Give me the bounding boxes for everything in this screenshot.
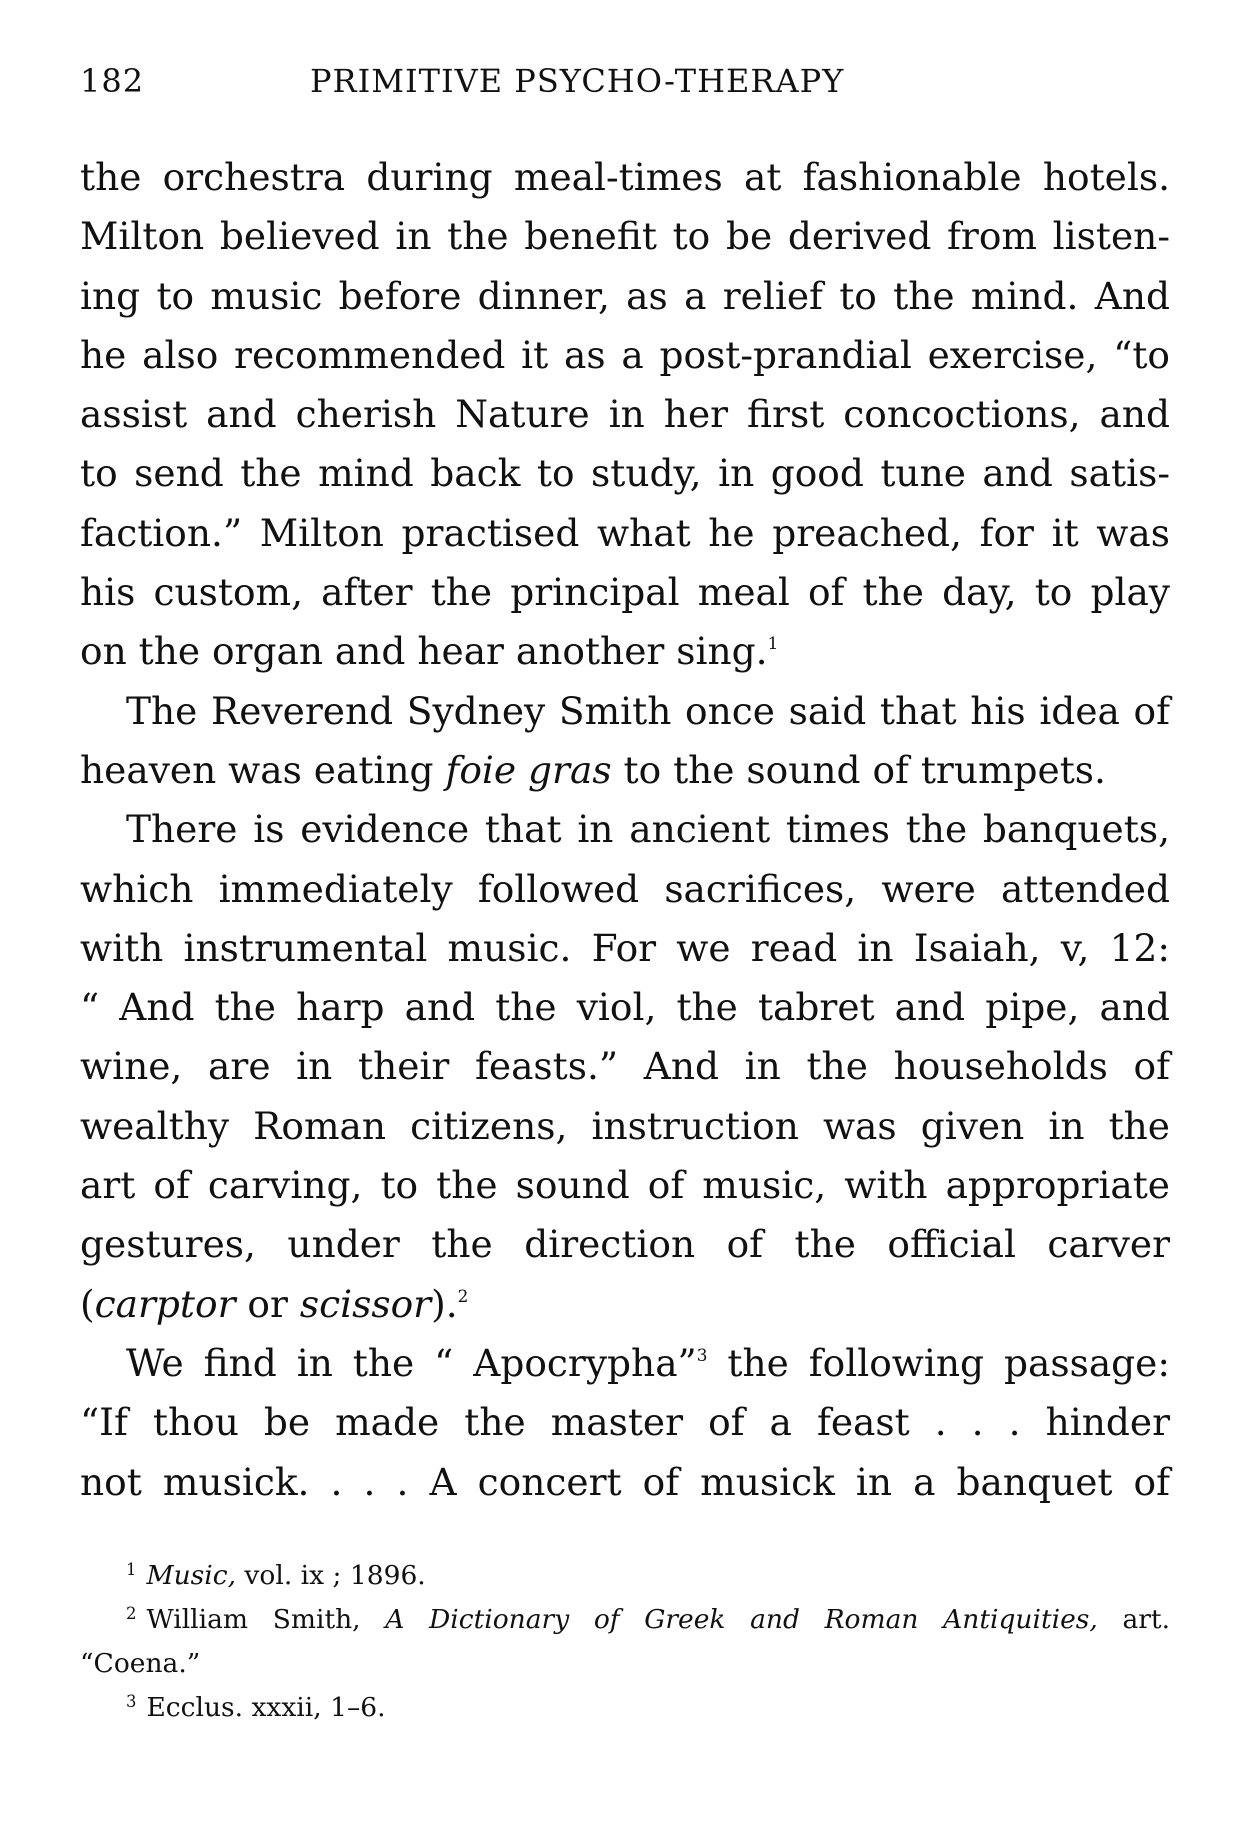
- paragraph-1: [80, 148, 1170, 682]
- italic-phrase: scissor: [299, 1281, 432, 1326]
- italic-phrase: A Dictionary of Greek and Roman Antiquities,: [385, 1603, 1098, 1635]
- text-line: assist and cherish Nature in her first concoctions, and: [80, 392, 1170, 437]
- page-content: [80, 62, 1170, 1730]
- italic-phrase: foie gras: [445, 747, 612, 792]
- text-line: with instrumental music. For we read in Isaiah, v, 12:: [80, 925, 1170, 970]
- paragraph-3: [80, 800, 1170, 1334]
- text-segment: heaven was eating: [80, 747, 446, 792]
- text-line: to send the mind back to study, in good tune and satis-: [80, 451, 1170, 496]
- footnote-2: [80, 1598, 1170, 1642]
- text-line: Milton believed in the benefit to be derived from listen-: [80, 214, 1170, 259]
- text-line: [80, 1334, 1170, 1393]
- footnote-reference[interactable]: 1: [767, 633, 779, 654]
- text-line: he also recommended it as a post-prandial exercise, “to: [80, 332, 1170, 377]
- footnote-reference[interactable]: 2: [457, 1285, 469, 1306]
- text-line: the orchestra during meal-times at fashionable hotels.: [80, 155, 1170, 199]
- running-head: [80, 62, 1170, 122]
- text-line: which immediately followed sacrifices, were attended: [80, 866, 1170, 911]
- text-segment: or: [235, 1281, 300, 1326]
- text-line: [80, 1275, 1170, 1334]
- text-line: [80, 622, 1170, 681]
- running-title: PRIMITIVE PSYCHO-THERAPY: [310, 62, 845, 100]
- footnote-mark: 1: [126, 1559, 137, 1579]
- footnote-3: [80, 1686, 1170, 1730]
- footnote-1: [80, 1554, 1170, 1598]
- text-segment: to the sound of trumpets.: [611, 747, 1106, 792]
- text-line: not musick. . . . A concert of musick in a banquet of: [80, 1459, 1170, 1504]
- text-segment: Ecclus. xxxii, 1–6.: [146, 1691, 386, 1723]
- footnote-mark: 3: [126, 1691, 137, 1711]
- text-segment: We find in the “ Apocrypha”: [126, 1340, 697, 1385]
- text-segment: the following passage:: [707, 1340, 1171, 1385]
- text-segment: on the organ and hear another sing.: [80, 629, 768, 674]
- text-line: “If thou be made the master of a feast . . . hinder: [80, 1400, 1170, 1445]
- italic-phrase: carptor: [94, 1281, 236, 1326]
- text-line: faction.” Milton practised what he preached, for it was: [80, 510, 1170, 555]
- paragraph-4: [80, 1334, 1170, 1512]
- text-segment: (: [80, 1281, 95, 1326]
- text-line: his custom, after the principal meal of the day, to play: [80, 570, 1170, 615]
- page-number: 182: [80, 62, 145, 100]
- text-segment: art.: [1097, 1603, 1170, 1635]
- text-line: wealthy Roman citizens, instruction was given in the: [80, 1103, 1170, 1148]
- text-line: art of carving, to the sound of music, with appropriate: [80, 1163, 1170, 1208]
- italic-phrase: Music,: [146, 1559, 236, 1591]
- text-line: wine, are in their feasts.” And in the households of: [80, 1044, 1170, 1089]
- text-line: The Reverend Sydney Smith once said that his idea of: [126, 688, 1170, 733]
- paragraph-2: [80, 682, 1170, 801]
- footnote-reference[interactable]: 3: [696, 1344, 708, 1365]
- text-segment: ).: [431, 1281, 458, 1326]
- text-segment: William Smith,: [146, 1603, 386, 1635]
- text-line: There is evidence that in ancient times the banquets,: [126, 807, 1170, 852]
- footnote-2-continuation: “Coena.”: [80, 1647, 201, 1679]
- footnotes: [80, 1554, 1170, 1730]
- text-line: “ And the harp and the viol, the tabret and pipe, and: [80, 985, 1170, 1030]
- body-text: [80, 148, 1170, 1512]
- footnote-mark: 2: [126, 1603, 137, 1623]
- text-line: ing to music before dinner, as a relief to the mind. And: [80, 273, 1170, 318]
- text-segment: vol. ix ; 1896.: [236, 1559, 426, 1591]
- text-line: [80, 741, 1170, 800]
- text-line: gestures, under the direction of the official carver: [80, 1222, 1170, 1267]
